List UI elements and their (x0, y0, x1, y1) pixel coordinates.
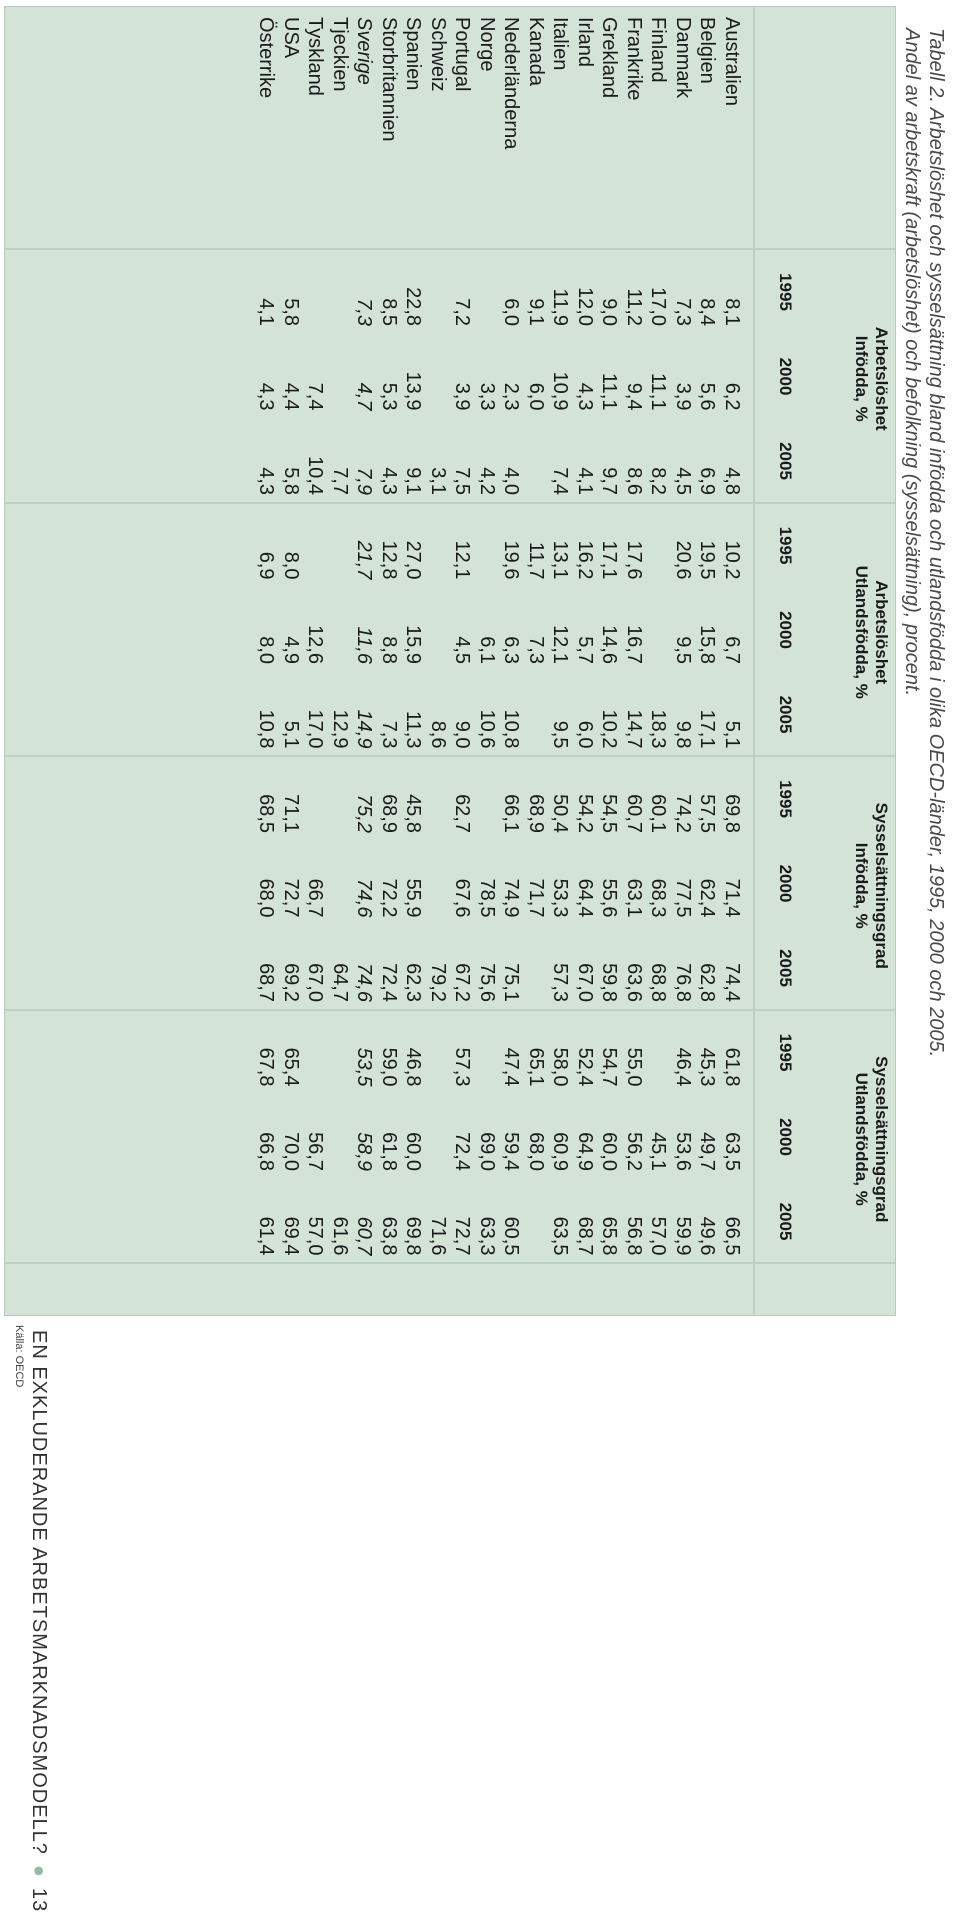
table-caption (900, 28, 948, 1328)
table-cell: 45,8 (402, 794, 425, 833)
table-cell: 69,8 (721, 794, 743, 833)
table-row (304, 7, 327, 1315)
table-cell: 72,7 (451, 1216, 474, 1256)
table-cell: 13,1 (549, 540, 572, 580)
table-cell: 15,9 (402, 625, 425, 664)
table-cell: 60,7 (353, 1216, 376, 1256)
table-cell: 4,0 (500, 467, 523, 495)
table-cell: 59,0 (378, 1047, 400, 1087)
table-cell: 58,0 (549, 1047, 572, 1087)
table-cell: 19,6 (500, 540, 523, 580)
year-header: 1995 (776, 780, 795, 818)
table-cell: 10,2 (721, 540, 743, 580)
country-name: Sverige (353, 17, 376, 85)
year-header: 1995 (776, 526, 795, 565)
table-cell: 64,7 (329, 963, 351, 1002)
table-cell: 70,0 (280, 1132, 302, 1171)
country-name: Grekland (598, 17, 621, 99)
table-cell: 8,6 (623, 467, 645, 495)
table-cell: 78,5 (476, 878, 498, 918)
table-cell: 6,7 (721, 636, 743, 664)
table-row (426, 7, 449, 1315)
table-cell: 61,8 (378, 1132, 400, 1171)
country-name: Belgien (696, 17, 719, 84)
table-cell: 17,0 (304, 709, 327, 749)
table-cell: 5,8 (280, 467, 302, 495)
group-title: Sysselsättningsgrad (872, 802, 891, 969)
group-title: Arbetslöshet (872, 580, 891, 685)
table-cell: 8,5 (378, 298, 400, 326)
table-cell: 72,4 (378, 963, 400, 1002)
column-separator (5, 502, 895, 504)
country-name: Nederländerna (500, 17, 523, 150)
table-cell: 67,0 (574, 963, 596, 1002)
table-cell: 63,5 (721, 1132, 743, 1171)
table-cell: 67,8 (255, 1047, 278, 1087)
column-separator (5, 755, 895, 757)
table-cell: 75,6 (476, 963, 498, 1002)
table-cell: 58,9 (353, 1132, 376, 1171)
table-cell: 9,0 (598, 298, 621, 326)
table-row (524, 7, 547, 1315)
table-cell: 71,1 (280, 794, 302, 833)
table-row (549, 7, 572, 1315)
table-cell: 49,6 (696, 1216, 719, 1256)
table-cell: 69,0 (476, 1132, 498, 1171)
group-subtitle: Infödda, % (852, 842, 871, 929)
table-cell: 17,0 (647, 287, 670, 326)
table-cell: 68,0 (525, 1132, 547, 1171)
table-cell: 75,2 (353, 794, 376, 833)
table-cell: 57,5 (696, 794, 719, 833)
country-name: Danmark (672, 17, 694, 99)
table-cell: 12,1 (549, 625, 572, 664)
country-name: USA (280, 17, 302, 59)
table-cell: 4,1 (255, 298, 278, 326)
table-cell: 62,3 (402, 963, 425, 1002)
table-cell: 60,0 (402, 1132, 425, 1171)
table-cell: 57,0 (304, 1216, 327, 1256)
table-cell: 79,2 (427, 963, 449, 1002)
table-cell: 11,2 (623, 288, 645, 326)
table-cell: 8,0 (280, 551, 302, 580)
year-header: 2005 (776, 442, 795, 480)
column-group-header (851, 1013, 891, 1267)
caption-line-2: Andel av arbetskraft (arbetslöshet) och befolkning (sysselsättning), procent. (901, 28, 923, 697)
year-header: 2005 (776, 695, 795, 734)
table-cell: 17,6 (623, 540, 645, 580)
table-cell: 45,1 (647, 1132, 670, 1171)
table-cell: 11,6 (353, 626, 376, 664)
table-row (451, 7, 474, 1315)
table-cell: 67,2 (451, 963, 474, 1002)
table-cell: 63,1 (623, 878, 645, 918)
table-cell: 12,6 (304, 625, 327, 664)
data-table (4, 6, 896, 1316)
table-cell: 64,9 (574, 1132, 596, 1171)
table-cell: 61,8 (721, 1047, 743, 1087)
table-cell: 54,7 (598, 1047, 621, 1087)
table-row (720, 7, 743, 1315)
country-name: Schweiz (427, 17, 449, 92)
table-cell: 12,0 (574, 287, 596, 326)
table-cell: 7,4 (304, 382, 327, 411)
table-cell: 17,1 (598, 540, 621, 580)
table-cell: 11,1 (598, 373, 621, 411)
table-cell: 5,1 (721, 720, 743, 749)
table-row (328, 7, 351, 1315)
table-cell: 55,0 (623, 1047, 645, 1087)
table-cell: 72,4 (451, 1132, 474, 1171)
table-cell: 6,0 (500, 298, 523, 326)
country-name: Australien (721, 17, 743, 106)
table-cell: 60,5 (500, 1216, 523, 1256)
table-cell: 4,8 (721, 467, 743, 495)
table-cell: 13,9 (402, 371, 425, 411)
table-cell: 60,1 (647, 794, 670, 833)
table-cell: 75,1 (500, 963, 523, 1002)
table-cell: 66,1 (500, 794, 523, 833)
table-cell: 3,9 (672, 382, 694, 411)
table-cell: 67,6 (451, 878, 474, 918)
table-cell: 50,4 (549, 794, 572, 833)
table-cell: 5,8 (280, 298, 302, 326)
table-row (353, 7, 376, 1315)
country-name: Spanien (402, 17, 425, 91)
column-group-header (851, 252, 891, 506)
table-cell: 8,8 (378, 636, 400, 664)
table-cell: 10,8 (255, 709, 278, 749)
table-cell: 21,7 (353, 540, 376, 580)
table-cell: 71,7 (525, 878, 547, 918)
table-cell: 7,3 (672, 298, 694, 326)
table-cell: 65,4 (280, 1047, 302, 1087)
table-cell: 68,8 (647, 963, 670, 1002)
table-cell: 52,4 (574, 1047, 596, 1087)
table-cell: 9,1 (525, 298, 547, 326)
table-cell: 11,3 (402, 711, 425, 749)
table-cell: 10,2 (598, 709, 621, 749)
table-cell: 74,2 (672, 794, 694, 833)
table-cell: 27,0 (402, 540, 425, 580)
table-row (671, 7, 694, 1315)
table-cell: 53,5 (353, 1047, 376, 1087)
table-cell: 2,3 (500, 382, 523, 411)
table-cell: 7,4 (549, 467, 572, 495)
table-cell: 11,9 (549, 288, 572, 326)
table-cell: 20,6 (672, 540, 694, 580)
group-subtitle: Utlandsfödda, % (852, 1072, 871, 1206)
table-cell: 6,1 (476, 636, 498, 664)
table-cell: 9,5 (672, 636, 694, 664)
table-cell: 64,4 (574, 878, 596, 918)
group-title: Sysselsättningsgrad (872, 1056, 891, 1223)
year-header: 2005 (776, 949, 795, 987)
table-cell: 72,7 (280, 878, 302, 918)
table-cell: 4,4 (280, 382, 302, 411)
table-cell: 55,9 (402, 878, 425, 918)
year-header: 2000 (776, 611, 795, 649)
table-cell: 11,1 (647, 373, 670, 411)
table-cell: 12,9 (329, 709, 351, 749)
table-row (402, 7, 425, 1315)
table-cell: 74,9 (500, 878, 523, 918)
table-cell: 10,6 (476, 709, 498, 749)
table-cell: 5,6 (696, 382, 719, 411)
group-title: Arbetslöshet (872, 326, 891, 431)
table-cell: 4,3 (255, 467, 278, 495)
table-cell: 6,3 (500, 636, 523, 664)
table-cell: 4,5 (451, 636, 474, 664)
table-cell: 62,4 (696, 878, 719, 918)
country-name: Finland (647, 17, 670, 83)
table-cell: 6,0 (574, 720, 596, 749)
table-row (598, 7, 621, 1315)
table-cell: 8,4 (696, 298, 719, 326)
table-cell: 57,0 (647, 1216, 670, 1256)
bullet-icon: ● (28, 1864, 50, 1879)
table-cell: 45,3 (696, 1047, 719, 1087)
table-cell: 49,7 (696, 1132, 719, 1171)
table-cell: 9,7 (598, 467, 621, 495)
table-cell: 4,5 (672, 467, 694, 495)
table-cell: 18,3 (647, 709, 670, 749)
table-cell: 8,6 (427, 720, 449, 749)
table-cell: 4,9 (280, 636, 302, 664)
table-cell: 16,7 (623, 625, 645, 664)
table-cell: 10,9 (549, 371, 572, 411)
table-cell: 71,6 (427, 1216, 449, 1256)
table-cell: 53,3 (549, 878, 572, 918)
country-name: Österrike (255, 17, 278, 99)
year-header: 2000 (776, 1118, 795, 1156)
table-cell: 6,2 (721, 382, 743, 411)
table-row (647, 7, 670, 1315)
table-cell: 9,1 (402, 467, 425, 495)
country-name: Tjeckien (329, 17, 351, 92)
table-cell: 68,7 (574, 1216, 596, 1256)
table-cell: 6,9 (255, 551, 278, 580)
table-cell: 61,6 (329, 1216, 351, 1256)
table-row (475, 7, 498, 1315)
table-cell: 19,5 (696, 540, 719, 580)
column-separator (5, 248, 895, 250)
table-cell: 3,3 (476, 382, 498, 411)
table-cell: 63,6 (623, 963, 645, 1002)
table-cell: 57,3 (549, 963, 572, 1002)
table-cell: 76,8 (672, 963, 694, 1002)
country-name: Tyskland (304, 17, 327, 96)
table-row (622, 7, 645, 1315)
table-cell: 60,7 (623, 794, 645, 833)
table-cell: 4,3 (378, 467, 400, 495)
table-cell: 63,8 (378, 1216, 400, 1256)
table-cell: 14,7 (623, 709, 645, 749)
table-cell: 63,5 (549, 1216, 572, 1256)
table-cell: 65,1 (525, 1047, 547, 1087)
table-cell: 66,8 (255, 1132, 278, 1171)
table-cell: 68,0 (255, 878, 278, 918)
table-cell: 5,7 (574, 636, 596, 664)
header-divider (753, 7, 755, 1315)
table-cell: 54,5 (598, 794, 621, 833)
table-cell: 10,8 (500, 709, 523, 749)
table-cell: 46,4 (672, 1047, 694, 1087)
table-cell: 53,6 (672, 1132, 694, 1171)
country-name: Kanada (525, 17, 547, 86)
table-cell: 10,4 (304, 456, 327, 495)
table-cell: 60,0 (598, 1132, 621, 1171)
table-cell: 62,8 (696, 963, 719, 1002)
page-footer (27, 1330, 50, 1912)
table-cell: 15,8 (696, 625, 719, 664)
table-cell: 61,4 (255, 1216, 278, 1256)
page-number: 13 (28, 1888, 50, 1912)
table-cell: 4,3 (255, 382, 278, 411)
table-cell: 11,7 (525, 542, 547, 580)
table-cell: 63,3 (476, 1216, 498, 1256)
table-cell: 7,3 (353, 298, 376, 326)
table-cell: 3,9 (451, 382, 474, 411)
column-group-header (851, 759, 891, 1013)
table-cell: 5,1 (280, 720, 302, 749)
table-cell: 9,8 (672, 720, 694, 749)
country-name: Italien (549, 17, 572, 71)
table-cell: 7,2 (451, 298, 474, 326)
table-cell: 6,0 (525, 382, 547, 411)
column-separator (5, 1009, 895, 1011)
table-cell: 7,5 (451, 467, 474, 495)
table-cell: 54,2 (574, 794, 596, 833)
table-cell: 59,8 (598, 963, 621, 1002)
table-cell: 46,8 (402, 1047, 425, 1087)
table-cell: 9,5 (549, 720, 572, 749)
country-name: Storbritannien (378, 17, 400, 142)
year-header: 2000 (776, 864, 795, 903)
table-cell: 68,7 (255, 963, 278, 1002)
table-cell: 68,5 (255, 794, 278, 833)
table-cell: 7,7 (329, 467, 351, 495)
table-cell: 8,2 (647, 467, 670, 495)
year-header: 1995 (776, 273, 795, 311)
table-cell: 77,5 (672, 878, 694, 918)
table-cell: 68,9 (378, 794, 400, 833)
table-cell: 57,3 (451, 1047, 474, 1087)
year-header: 1995 (776, 1033, 795, 1072)
table-cell: 56,2 (623, 1132, 645, 1171)
table-cell: 8,1 (721, 298, 743, 326)
table-cell: 14,9 (353, 709, 376, 749)
table-cell: 22,8 (402, 287, 425, 326)
footer-title: EN EXKLUDERANDE ARBETSMARKNADSMODELL? (28, 1330, 50, 1855)
table-row (377, 7, 400, 1315)
table-cell: 17,1 (696, 709, 719, 749)
table-cell: 62,7 (451, 794, 474, 833)
table-cell: 12,1 (451, 540, 474, 580)
year-header: 2005 (776, 1202, 795, 1241)
table-cell: 67,0 (304, 963, 327, 1002)
table-cell: 68,9 (525, 794, 547, 833)
table-row (500, 7, 523, 1315)
table-cell: 6,9 (696, 467, 719, 495)
table-cell: 7,3 (525, 636, 547, 664)
table-cell: 59,9 (672, 1216, 694, 1256)
table-cell: 72,2 (378, 878, 400, 918)
table-cell: 4,1 (574, 467, 596, 495)
table-cell: 55,6 (598, 878, 621, 918)
table-cell: 4,7 (353, 382, 376, 411)
table-cell: 69,2 (280, 963, 302, 1002)
table-cell: 59,4 (500, 1132, 523, 1171)
country-name: Irland (574, 17, 596, 68)
table-cell: 9,4 (623, 382, 645, 411)
table-cell: 65,8 (598, 1216, 621, 1256)
table-cell: 74,6 (353, 878, 376, 918)
table-cell: 56,7 (304, 1132, 327, 1171)
table-cell: 74,6 (353, 963, 376, 1002)
table-cell: 60,9 (549, 1132, 572, 1171)
table-row (573, 7, 596, 1315)
table-cell: 69,4 (280, 1216, 302, 1256)
group-subtitle: Utlandsfödda, % (852, 565, 871, 699)
source-note: Källa: OECD (13, 1325, 25, 1388)
table-cell: 66,5 (721, 1216, 743, 1256)
table-cell: 71,4 (721, 878, 743, 918)
year-header: 2000 (776, 357, 795, 396)
table-cell: 5,3 (378, 382, 400, 411)
table-cell: 7,9 (353, 467, 376, 495)
table-row (255, 7, 278, 1315)
caption-line-1: Tabell 2. Arbetslöshet och sysselsättning bland infödda och utlandsfödda i olika OECD-länder, 1995, 2000 och 2005. (925, 28, 947, 1058)
table-row (279, 7, 302, 1315)
table-row (696, 7, 719, 1315)
table-cell: 16,2 (574, 540, 596, 580)
table-cell: 68,3 (647, 878, 670, 918)
table-cell: 7,3 (378, 720, 400, 749)
table-cell: 8,0 (255, 636, 278, 664)
table-cell: 66,7 (304, 878, 327, 918)
table-cell: 9,0 (451, 720, 474, 749)
country-name: Frankrike (623, 17, 645, 101)
table-header (745, 7, 895, 1315)
table-cell: 14,6 (598, 625, 621, 664)
column-separator (5, 1262, 895, 1264)
table-cell: 3,1 (427, 467, 449, 495)
table-cell: 69,8 (402, 1216, 425, 1256)
table-cell: 74,4 (721, 963, 743, 1002)
country-name: Portugal (451, 17, 474, 92)
table-cell: 56,8 (623, 1216, 645, 1256)
table-cell: 4,3 (574, 382, 596, 411)
table-cell: 47,4 (500, 1047, 523, 1087)
country-name: Norge (476, 17, 498, 72)
column-group-header (851, 506, 891, 760)
group-subtitle: Infödda, % (852, 335, 871, 422)
table-cell: 12,8 (378, 540, 400, 580)
table-cell: 4,2 (476, 467, 498, 495)
